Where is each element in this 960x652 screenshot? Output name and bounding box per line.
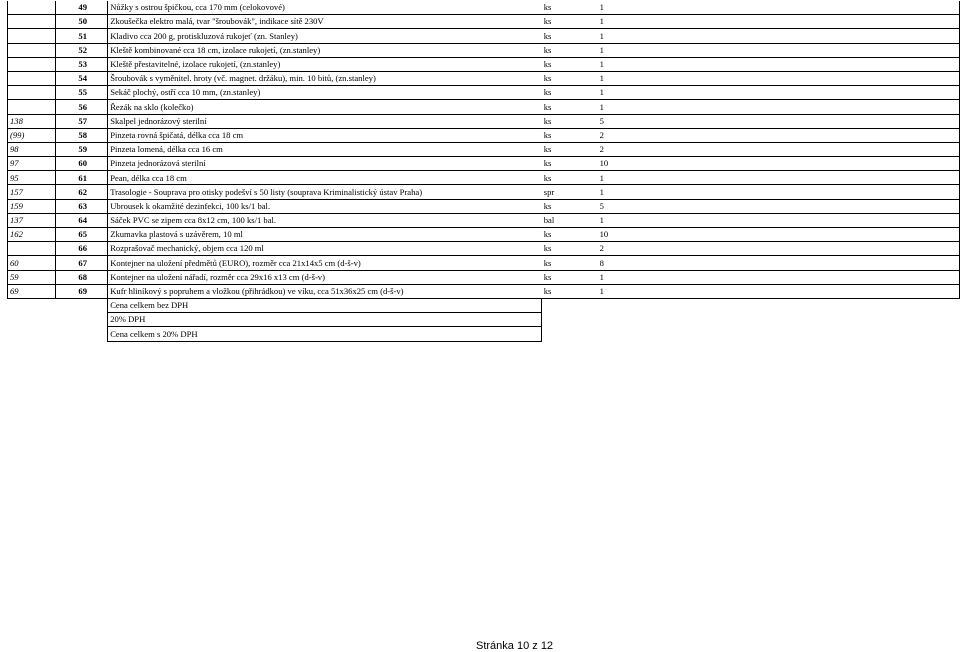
item-description-cell: Šroubovák s vyměnitel. hroty (vč. magnet. držáku), min. 10 bitů, (zn.stanley) — [108, 71, 542, 85]
price-cell — [648, 256, 960, 270]
unit-cell: ks — [542, 199, 598, 213]
quantity-cell: 1 — [598, 15, 648, 29]
table-row — [8, 114, 960, 128]
unit-cell: bal — [542, 213, 598, 227]
old-number-cell: (99) — [8, 128, 56, 142]
item-number-cell: 60 — [56, 157, 108, 171]
summary-row — [8, 313, 960, 327]
price-cell — [648, 228, 960, 242]
unit-cell: ks — [542, 157, 598, 171]
price-cell — [648, 171, 960, 185]
item-number-cell: 67 — [56, 256, 108, 270]
item-description-cell: Pean, délka cca 18 cm — [108, 171, 542, 185]
empty-cell — [56, 327, 108, 341]
unit-cell: ks — [542, 114, 598, 128]
table-row — [8, 128, 960, 142]
quantity-cell: 2 — [598, 142, 648, 156]
empty-cell — [56, 313, 108, 327]
summary-label: 20% DPH — [108, 313, 542, 327]
item-description-cell: Kleště přestavitelné, izolace rukojetí, (zn.stanley) — [108, 57, 542, 71]
item-description-cell: Sekáč plochý, ostří cca 10 mm, (zn.stanley) — [108, 86, 542, 100]
table-row — [8, 242, 960, 256]
item-number-cell: 58 — [56, 128, 108, 142]
table-row — [8, 86, 960, 100]
unit-cell: ks — [542, 1, 598, 15]
summary-label: Cena celkem bez DPH — [108, 298, 542, 312]
old-number-cell: 59 — [8, 270, 56, 284]
summary-row — [8, 327, 960, 341]
item-description-cell: Kontejner na uložení předmětů (EURO), rozměr cca 21x14x5 cm (d-š-v) — [108, 256, 542, 270]
item-number-cell: 61 — [56, 171, 108, 185]
old-number-cell — [8, 100, 56, 114]
price-cell — [648, 57, 960, 71]
quantity-cell: 10 — [598, 157, 648, 171]
quantity-cell: 1 — [598, 213, 648, 227]
item-number-cell: 68 — [56, 270, 108, 284]
old-number-cell: 95 — [8, 171, 56, 185]
item-description-cell: Zkumavka plastová s uzávěrem, 10 ml — [108, 228, 542, 242]
unit-cell: ks — [542, 15, 598, 29]
item-description-cell: Zkoušečka elektro malá, tvar "šroubovák", indikace sítě 230V — [108, 15, 542, 29]
old-number-cell: 138 — [8, 114, 56, 128]
old-number-cell: 137 — [8, 213, 56, 227]
old-number-cell: 60 — [8, 256, 56, 270]
empty-cell — [56, 298, 108, 312]
item-description-cell: Pinzeta jednorázová sterilní — [108, 157, 542, 171]
item-number-cell: 66 — [56, 242, 108, 256]
unit-cell: ks — [542, 29, 598, 43]
unit-cell: ks — [542, 100, 598, 114]
old-number-cell — [8, 242, 56, 256]
price-cell — [648, 284, 960, 298]
item-number-cell: 55 — [56, 86, 108, 100]
empty-cell — [8, 313, 56, 327]
quantity-cell: 2 — [598, 242, 648, 256]
unit-cell: ks — [542, 57, 598, 71]
item-number-cell: 64 — [56, 213, 108, 227]
quantity-cell: 1 — [598, 185, 648, 199]
item-description-cell: Kufr hliníkový s popruhem a vložkou (přihrádkou) ve víku, cca 51x36x25 cm (d-š-v) — [108, 284, 542, 298]
unit-cell: spr — [542, 185, 598, 199]
item-number-cell: 54 — [56, 71, 108, 85]
item-description-cell: Trasologie - Souprava pro otisky podešví s 50 listy (souprava Kriminalistický ústav Praha) — [108, 185, 542, 199]
item-number-cell: 49 — [56, 1, 108, 15]
old-number-cell — [8, 71, 56, 85]
price-cell — [648, 43, 960, 57]
old-number-cell: 97 — [8, 157, 56, 171]
unit-cell: ks — [542, 284, 598, 298]
item-number-cell: 62 — [56, 185, 108, 199]
unit-cell: ks — [542, 270, 598, 284]
quantity-cell: 10 — [598, 228, 648, 242]
old-number-cell: 157 — [8, 185, 56, 199]
item-number-cell: 51 — [56, 29, 108, 43]
price-cell — [648, 15, 960, 29]
summary-label: Cena celkem s 20% DPH — [108, 327, 542, 341]
price-cell — [648, 185, 960, 199]
old-number-cell: 98 — [8, 142, 56, 156]
unit-cell: ks — [542, 142, 598, 156]
price-cell — [648, 100, 960, 114]
item-number-cell: 69 — [56, 284, 108, 298]
price-cell — [648, 157, 960, 171]
table-row — [8, 29, 960, 43]
item-description-cell: Kontejner na uložení nářadí, rozměr cca 29x16 x13 cm (d-š-v) — [108, 270, 542, 284]
item-description-cell: Rozprašovač mechanický, objem cca 120 ml — [108, 242, 542, 256]
page-footer: Stránka 10 z 12 — [476, 640, 554, 652]
old-number-cell — [8, 29, 56, 43]
price-cell — [648, 213, 960, 227]
table-row — [8, 1, 960, 15]
items-table — [7, 1, 960, 342]
unit-cell: ks — [542, 256, 598, 270]
quantity-cell: 2 — [598, 128, 648, 142]
quantity-cell: 1 — [598, 71, 648, 85]
table-row — [8, 15, 960, 29]
summary-row — [8, 298, 960, 312]
old-number-cell: 69 — [8, 284, 56, 298]
old-number-cell — [8, 57, 56, 71]
table-row — [8, 228, 960, 242]
item-description-cell: Kladivo cca 200 g, protiskluzová rukojeť (zn. Stanley) — [108, 29, 542, 43]
old-number-cell: 159 — [8, 199, 56, 213]
quantity-cell: 1 — [598, 171, 648, 185]
quantity-cell: 1 — [598, 29, 648, 43]
quantity-cell: 1 — [598, 57, 648, 71]
old-number-cell — [8, 86, 56, 100]
table-row — [8, 256, 960, 270]
item-number-cell: 52 — [56, 43, 108, 57]
item-description-cell: Pinzeta lomená, délka cca 16 cm — [108, 142, 542, 156]
item-number-cell: 59 — [56, 142, 108, 156]
unit-cell: ks — [542, 242, 598, 256]
unit-cell: ks — [542, 71, 598, 85]
table-row — [8, 142, 960, 156]
unit-cell: ks — [542, 86, 598, 100]
price-cell — [648, 114, 960, 128]
unit-cell: ks — [542, 171, 598, 185]
quantity-cell: 1 — [598, 86, 648, 100]
quantity-cell: 8 — [598, 256, 648, 270]
quantity-cell: 1 — [598, 100, 648, 114]
item-description-cell: Ubrousek k okamžité dezinfekci, 100 ks/1 bal. — [108, 199, 542, 213]
item-number-cell: 65 — [56, 228, 108, 242]
item-number-cell: 56 — [56, 100, 108, 114]
old-number-cell — [8, 1, 56, 15]
unit-cell: ks — [542, 43, 598, 57]
items-table-body — [8, 1, 960, 341]
table-row — [8, 171, 960, 185]
item-number-cell: 57 — [56, 114, 108, 128]
quantity-cell: 1 — [598, 1, 648, 15]
quantity-cell: 1 — [598, 43, 648, 57]
unit-cell: ks — [542, 128, 598, 142]
table-row — [8, 43, 960, 57]
item-number-cell: 50 — [56, 15, 108, 29]
table-row — [8, 213, 960, 227]
empty-cell — [8, 327, 56, 341]
table-row — [8, 270, 960, 284]
table-row — [8, 185, 960, 199]
item-number-cell: 63 — [56, 199, 108, 213]
table-row — [8, 284, 960, 298]
price-cell — [648, 86, 960, 100]
price-cell — [648, 71, 960, 85]
price-cell — [648, 242, 960, 256]
table-row — [8, 71, 960, 85]
unit-cell: ks — [542, 228, 598, 242]
empty-cell — [8, 298, 56, 312]
item-number-cell: 53 — [56, 57, 108, 71]
quantity-cell: 1 — [598, 270, 648, 284]
item-description-cell: Pinzeta rovná špičatá, délka cca 18 cm — [108, 128, 542, 142]
quantity-cell: 5 — [598, 199, 648, 213]
price-cell — [648, 1, 960, 15]
table-row — [8, 57, 960, 71]
table-row — [8, 100, 960, 114]
price-cell — [648, 142, 960, 156]
table-row — [8, 157, 960, 171]
price-cell — [648, 128, 960, 142]
old-number-cell — [8, 15, 56, 29]
item-description-cell: Skalpel jednorázový sterilní — [108, 114, 542, 128]
old-number-cell: 162 — [8, 228, 56, 242]
price-cell — [648, 270, 960, 284]
quantity-cell: 1 — [598, 284, 648, 298]
item-description-cell: Řezák na sklo (kolečko) — [108, 100, 542, 114]
item-description-cell: Sáček PVC se zipem cca 8x12 cm, 100 ks/1 bal. — [108, 213, 542, 227]
item-description-cell: Kleště kombinované cca 18 cm, izolace rukojetí, (zn.stanley) — [108, 43, 542, 57]
table-row — [8, 199, 960, 213]
item-description-cell: Nůžky s ostrou špičkou, cca 170 mm (celokovové) — [108, 1, 542, 15]
price-cell — [648, 199, 960, 213]
price-cell — [648, 29, 960, 43]
old-number-cell — [8, 43, 56, 57]
quantity-cell: 5 — [598, 114, 648, 128]
